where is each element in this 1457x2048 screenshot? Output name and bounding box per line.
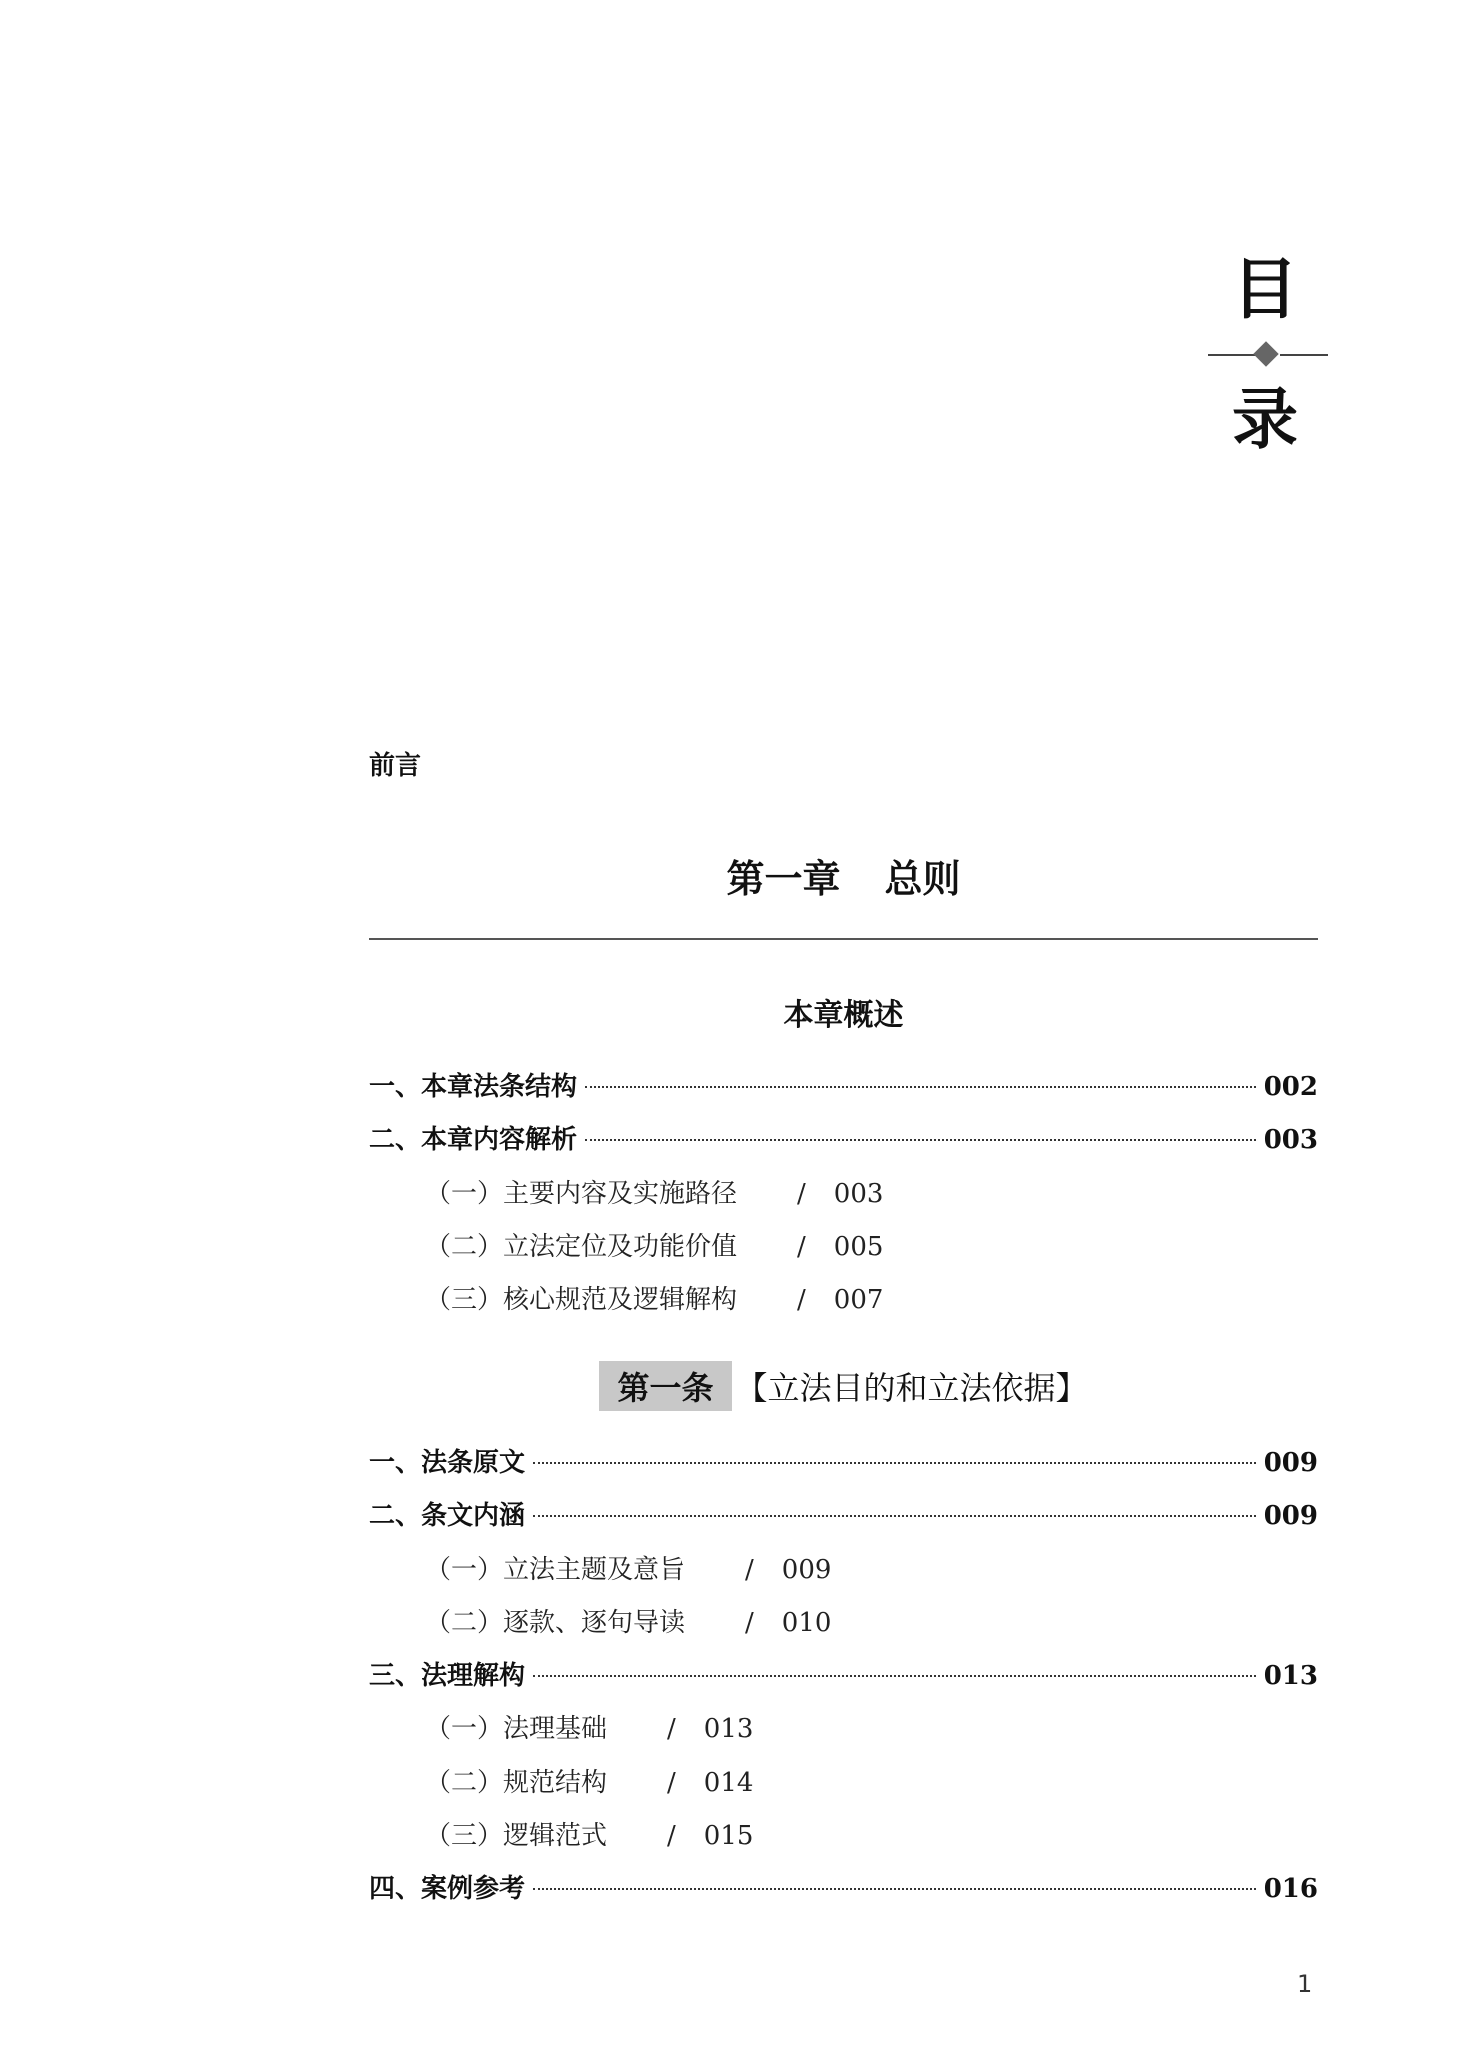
toc-subentry[interactable] bbox=[369, 1544, 1318, 1597]
entry-page: 016 bbox=[1263, 1874, 1318, 1905]
entry-label: 二、本章内容解析 bbox=[369, 1125, 578, 1156]
subentry-page: 010 bbox=[781, 1607, 832, 1638]
subentry-separator: / bbox=[667, 1767, 676, 1798]
dot-leader bbox=[533, 1462, 1256, 1464]
diamond-icon bbox=[1253, 341, 1278, 366]
title-ornament bbox=[1180, 330, 1350, 380]
toc-subentry[interactable] bbox=[369, 1221, 1318, 1274]
toc-entry[interactable] bbox=[369, 1490, 1318, 1543]
entry-page: 013 bbox=[1263, 1661, 1318, 1692]
entry-page: 002 bbox=[1263, 1072, 1318, 1102]
subentry-label: （三）核心规范及逻辑解构 bbox=[425, 1285, 738, 1316]
article-list bbox=[369, 1437, 1318, 1917]
subentry-label: （二）逐款、逐句导读 bbox=[425, 1607, 686, 1638]
toc-title-char-1: 目 bbox=[1232, 251, 1298, 328]
subentry-separator: / bbox=[797, 1178, 806, 1209]
subentry-page: 007 bbox=[833, 1285, 884, 1316]
dot-leader bbox=[533, 1675, 1256, 1677]
subentry-label: （一）立法主题及意旨 bbox=[425, 1554, 686, 1585]
chapter-name: 总则 bbox=[884, 857, 961, 901]
entry-page: 009 bbox=[1263, 1501, 1318, 1532]
entry-page: 003 bbox=[1263, 1125, 1318, 1156]
toc-title bbox=[1180, 250, 1350, 460]
subentry-page: 009 bbox=[781, 1554, 832, 1585]
subentry-page: 005 bbox=[833, 1231, 884, 1262]
subentry-label: （一）主要内容及实施路径 bbox=[425, 1178, 738, 1209]
toc-subentry[interactable] bbox=[369, 1274, 1318, 1327]
toc-subentry[interactable] bbox=[369, 1757, 1318, 1810]
subentry-label: （一）法理基础 bbox=[425, 1714, 608, 1745]
subentry-separator: / bbox=[797, 1231, 806, 1262]
overview-heading: 本章概述 bbox=[783, 998, 904, 1033]
subentry-label: （二）立法定位及功能价值 bbox=[425, 1231, 738, 1262]
toc-entry[interactable] bbox=[369, 1114, 1318, 1167]
toc-subentry[interactable] bbox=[369, 1810, 1318, 1863]
ornament-line-left bbox=[1208, 354, 1256, 356]
subentry-page: 003 bbox=[833, 1178, 884, 1209]
toc-entry[interactable] bbox=[369, 1061, 1318, 1114]
subentry-page: 014 bbox=[703, 1767, 754, 1798]
chapter-heading bbox=[369, 848, 1318, 903]
chapter-divider bbox=[369, 938, 1318, 940]
toc-entry[interactable] bbox=[369, 1437, 1318, 1490]
entry-label: 四、案例参考 bbox=[369, 1874, 526, 1905]
subentry-page: 013 bbox=[703, 1714, 754, 1745]
subentry-separator: / bbox=[797, 1285, 806, 1316]
entry-label: 一、本章法条结构 bbox=[369, 1072, 578, 1102]
subentry-separator: / bbox=[745, 1554, 754, 1585]
toc-subentry[interactable] bbox=[369, 1703, 1318, 1756]
dot-leader bbox=[533, 1515, 1256, 1517]
overview-list bbox=[369, 1061, 1318, 1327]
subentry-label: （三）逻辑范式 bbox=[425, 1821, 608, 1852]
chapter-number: 第一章 bbox=[726, 857, 841, 901]
article-title: 【立法目的和立法依据】 bbox=[735, 1369, 1088, 1407]
article-heading bbox=[369, 1361, 1318, 1411]
toc-subentry[interactable] bbox=[369, 1597, 1318, 1650]
page-number: 1 bbox=[1297, 1970, 1313, 1998]
entry-page: 009 bbox=[1263, 1448, 1318, 1478]
entry-label: 二、条文内涵 bbox=[369, 1501, 526, 1532]
dot-leader bbox=[585, 1086, 1256, 1088]
subentry-separator: / bbox=[745, 1607, 754, 1638]
subentry-page: 015 bbox=[703, 1821, 754, 1852]
subentry-separator: / bbox=[667, 1821, 676, 1852]
subentry-separator: / bbox=[667, 1714, 676, 1745]
dot-leader bbox=[533, 1888, 1256, 1890]
subentry-label: （二）规范结构 bbox=[425, 1767, 608, 1798]
toc-preface-link[interactable]: 前言 bbox=[369, 751, 422, 781]
toc-subentry[interactable] bbox=[369, 1168, 1318, 1221]
dot-leader bbox=[585, 1139, 1256, 1141]
ornament-line-right bbox=[1280, 354, 1328, 356]
entry-label: 三、法理解构 bbox=[369, 1661, 526, 1692]
article-badge: 第一条 bbox=[599, 1361, 731, 1411]
toc-title-char-2: 录 bbox=[1232, 381, 1298, 458]
entry-label: 一、法条原文 bbox=[369, 1448, 526, 1478]
toc-entry[interactable] bbox=[369, 1650, 1318, 1703]
toc-entry[interactable] bbox=[369, 1863, 1318, 1916]
